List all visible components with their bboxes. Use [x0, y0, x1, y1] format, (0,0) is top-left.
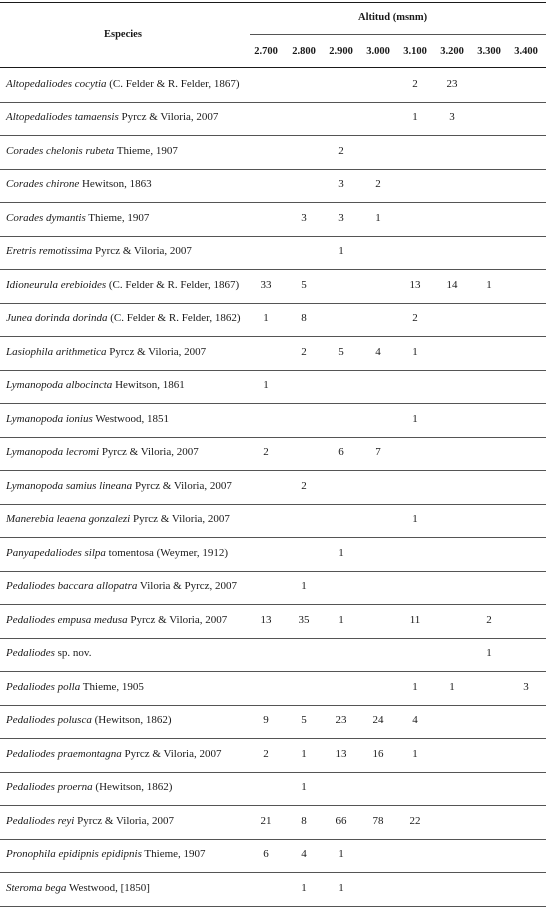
row-divider [0, 269, 546, 270]
count-cell: 2 [375, 178, 381, 191]
species-genus: Pedaliodes praemontagna [6, 747, 122, 760]
species-genus: Pedaliodes polla [6, 680, 81, 693]
count-cell: 1 [263, 312, 269, 325]
species-author: Thieme, 1905 [80, 680, 144, 693]
count-cell: 3 [301, 211, 307, 224]
count-cell: 4 [375, 345, 381, 358]
count-cell: 5 [301, 278, 307, 291]
species-genus: Pronophila epidipnis epidipnis [6, 848, 142, 861]
count-cell: 1 [412, 747, 418, 760]
count-cell: 4 [301, 848, 307, 861]
count-cell: 11 [409, 613, 421, 626]
count-cell: 1 [412, 513, 418, 526]
species-name [6, 815, 174, 827]
species-author: Westwood, 1851 [92, 412, 169, 425]
altitude-header: 3.300 [477, 46, 501, 57]
count-cell: 8 [301, 312, 307, 325]
count-cell: 14 [446, 278, 458, 291]
row-divider [0, 906, 546, 907]
species-genus: Pedaliodes reyi [6, 814, 75, 827]
altitude-header: 3.400 [514, 46, 538, 57]
count-cell: 3 [338, 211, 344, 224]
count-cell: 2 [338, 144, 344, 157]
row-divider [0, 705, 546, 706]
row-divider [0, 437, 546, 438]
species-genus: Corades chelonis rubeta [6, 144, 115, 157]
count-cell: 1 [412, 680, 418, 693]
count-cell: 2 [301, 479, 307, 492]
row-divider [0, 537, 546, 538]
species-author: (C. Felder & R. Felder, 1867) [106, 77, 240, 90]
count-cell: 7 [375, 446, 381, 459]
species-name [6, 882, 150, 894]
species-author: Pyrcz & Viloria, 2007 [99, 446, 199, 459]
species-genus: Idioneurula erebioides [6, 278, 107, 291]
species-name [6, 614, 227, 626]
row-divider [0, 772, 546, 773]
species-genus: Pedaliodes polusca [6, 714, 92, 727]
count-cell: 23 [446, 77, 458, 90]
count-cell: 2 [412, 312, 418, 325]
species-genus: Pedaliodes baccara allopatra [6, 580, 138, 593]
row-divider [0, 470, 546, 471]
count-cell: 1 [449, 680, 455, 693]
species-author: Pyrcz & Viloria, 2007 [74, 814, 174, 827]
altitude-group-header: Altitud (msnm) [358, 12, 428, 23]
count-cell: 1 [338, 613, 344, 626]
count-cell: 1 [338, 245, 344, 258]
row-divider [0, 872, 546, 873]
species-author: (Hewitson, 1862) [91, 714, 172, 727]
species-name [6, 145, 178, 157]
species-column-header: Especies [104, 29, 142, 40]
count-cell: 4 [412, 714, 418, 727]
species-name [6, 714, 172, 726]
species-name [6, 748, 221, 760]
altitude-header: 3.200 [440, 46, 464, 57]
row-divider [0, 336, 546, 337]
count-cell: 22 [409, 814, 421, 827]
species-genus: Lymanopoda lecromi [6, 446, 100, 459]
row-divider [0, 370, 546, 371]
count-cell: 16 [372, 747, 384, 760]
count-cell: 1 [338, 546, 344, 559]
top-rule [0, 2, 546, 3]
species-author: Thieme, 1907 [141, 848, 206, 861]
count-cell: 66 [335, 814, 347, 827]
count-cell: 2 [412, 77, 418, 90]
count-cell: 2 [301, 345, 307, 358]
count-cell: 1 [263, 379, 269, 392]
count-cell: 6 [338, 446, 344, 459]
count-cell: 33 [260, 278, 272, 291]
count-cell: 3 [449, 111, 455, 124]
species-author: Thieme, 1907 [114, 144, 178, 157]
count-cell: 6 [263, 848, 269, 861]
row-divider [0, 303, 546, 304]
species-genus: Lymanopoda albocincta [6, 379, 113, 392]
count-cell: 1 [412, 345, 418, 358]
row-divider [0, 169, 546, 170]
altitude-header: 2.800 [292, 46, 316, 57]
count-cell: 24 [372, 714, 384, 727]
count-cell: 9 [263, 714, 269, 727]
species-author: Pyrcz & Viloria, 2007 [132, 479, 232, 492]
species-name [6, 480, 232, 492]
count-cell: 3 [338, 178, 344, 191]
count-cell: 13 [335, 747, 347, 760]
species-genus: Manerebia leaena gonzalezi [6, 513, 131, 526]
species-author: Hewitson, 1863 [79, 178, 152, 191]
header-bottom-rule [0, 67, 546, 68]
species-genus: Lasiophila arithmetica [6, 345, 107, 358]
row-divider [0, 102, 546, 103]
altitude-header: 2.900 [329, 46, 353, 57]
count-cell: 1 [375, 211, 381, 224]
species-name [6, 178, 152, 190]
count-cell: 2 [486, 613, 492, 626]
count-cell: 5 [338, 345, 344, 358]
species-author: Pyrcz & Viloria, 2007 [127, 613, 228, 626]
species-name [6, 647, 91, 659]
species-author: Pyrcz & Viloria, 2007 [92, 245, 192, 258]
species-name [6, 580, 237, 592]
species-genus: Pedaliodes empusa medusa [6, 613, 128, 626]
row-divider [0, 135, 546, 136]
count-cell: 21 [260, 814, 272, 827]
species-genus: Pedaliodes [6, 647, 55, 660]
species-name [6, 111, 218, 123]
species-author: (Hewitson, 1862) [92, 781, 173, 794]
species-author: Hewitson, 1861 [112, 379, 185, 392]
count-cell: 1 [412, 111, 418, 124]
species-name [6, 547, 228, 559]
row-divider [0, 738, 546, 739]
species-genus: Corades dymantis [6, 211, 86, 224]
row-divider [0, 805, 546, 806]
count-cell: 1 [412, 412, 418, 425]
altitude-header: 3.000 [366, 46, 390, 57]
count-cell: 35 [298, 613, 310, 626]
species-author: Pyrcz & Viloria, 2007 [130, 513, 230, 526]
species-name [6, 681, 144, 693]
row-divider [0, 403, 546, 404]
species-author: tomentosa (Weymer, 1912) [105, 546, 228, 559]
count-cell: 8 [301, 814, 307, 827]
species-author: Pyrcz & Viloria, 2007 [121, 747, 222, 760]
count-cell: 13 [409, 278, 421, 291]
species-genus: Altopedaliodes tamaensis [6, 111, 119, 124]
count-cell: 23 [335, 714, 347, 727]
count-cell: 1 [301, 580, 307, 593]
species-name [6, 279, 239, 291]
count-cell: 5 [301, 714, 307, 727]
row-divider [0, 504, 546, 505]
row-divider [0, 571, 546, 572]
species-author: Pyrcz & Viloria, 2007 [118, 111, 219, 124]
species-name [6, 413, 169, 425]
count-cell: 78 [372, 814, 384, 827]
count-cell: 2 [263, 747, 269, 760]
species-author: Thieme, 1907 [85, 211, 150, 224]
row-divider [0, 839, 546, 840]
count-cell: 1 [338, 848, 344, 861]
species-author: sp. nov. [54, 647, 92, 660]
species-name [6, 245, 192, 257]
species-name [6, 781, 172, 793]
species-name [6, 446, 199, 458]
count-cell: 1 [301, 881, 307, 894]
species-author: (C. Felder & R. Felder, 1862) [107, 312, 241, 325]
species-name [6, 848, 206, 860]
row-divider [0, 638, 546, 639]
species-name [6, 212, 149, 224]
species-genus: Steroma bega [6, 881, 67, 894]
count-cell: 3 [523, 680, 529, 693]
count-cell: 13 [260, 613, 272, 626]
species-genus: Eretris remotissima [6, 245, 93, 258]
altitude-header: 3.100 [403, 46, 427, 57]
species-genus: Lymanopoda samius lineana [6, 479, 133, 492]
count-cell: 2 [263, 446, 269, 459]
species-genus: Altopedaliodes cocytia [6, 77, 107, 90]
species-genus: Lymanopoda ionius [6, 412, 93, 425]
species-name [6, 312, 241, 324]
species-author: Pyrcz & Viloria, 2007 [106, 345, 207, 358]
species-genus: Panyapedaliodes silpa [6, 546, 106, 559]
species-genus: Corades chirone [6, 178, 80, 191]
species-name [6, 346, 206, 358]
row-divider [0, 202, 546, 203]
species-author: Viloria & Pyrcz, 2007 [137, 580, 238, 593]
altitude-header: 2.700 [254, 46, 278, 57]
altitude-group-rule [250, 34, 546, 35]
count-cell: 1 [486, 278, 492, 291]
species-genus: Junea dorinda dorinda [6, 312, 108, 325]
species-name [6, 78, 240, 90]
row-divider [0, 671, 546, 672]
species-author: (C. Felder & R. Felder, 1867) [106, 278, 240, 291]
species-genus: Pedaliodes proerna [6, 781, 93, 794]
count-cell: 1 [338, 881, 344, 894]
count-cell: 1 [301, 781, 307, 794]
species-name [6, 379, 185, 391]
row-divider [0, 604, 546, 605]
count-cell: 1 [486, 647, 492, 660]
species-author: Westwood, [1850] [66, 881, 150, 894]
row-divider [0, 236, 546, 237]
species-name [6, 513, 230, 525]
count-cell: 1 [301, 747, 307, 760]
